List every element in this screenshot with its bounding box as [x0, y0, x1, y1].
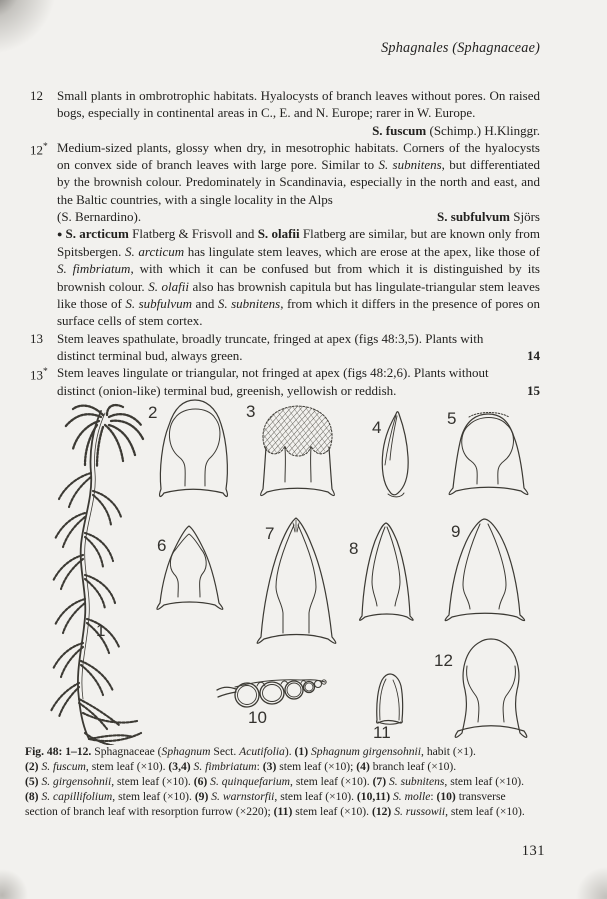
key-item-tail: [57, 347, 540, 364]
page-number: 131: [521, 843, 545, 859]
key-item-tail-right: S. subfulvum Sjörs: [437, 209, 540, 225]
stem-leaf-5: [449, 413, 528, 495]
key-item-body: Medium-sized plants, glossy when dry, in mesotrophic habitats. Corners of the hyalocysts on convex side of branch leaves with large pore. Similar to S. subnitens, but differentiated by the brownish colour. Predominately in Scandinavia, especially in the north and east, and the Baltic countries, with a single locality in the Alps: [57, 139, 540, 207]
stem-leaf-12: [455, 639, 527, 737]
figure-48-illustration: [0, 393, 607, 745]
figure-caption-line: (2) S. fuscum, stem leaf (×10). (3,4) S. fimbriatum: (3) stem leaf (×10); (4) branch leaf (×10).: [25, 760, 457, 773]
stem-leaf-6: [157, 526, 223, 609]
transverse-section-10: [217, 680, 326, 707]
figure-caption-line: (5) S. girgensohnii, stem leaf (×10). (6) S. quinquefarium, stem leaf (×10). (7) S. subnitens, stem leaf (×10).: [25, 775, 525, 788]
key-item-tail-right: 14: [527, 347, 540, 363]
figure-caption-line: section of branch leaf with resorption furrow (×220); (11) stem leaf (×10). (12) S. russowii, stem leaf (×10).: [25, 805, 525, 818]
key-item: [30, 87, 540, 139]
key-item-tail-left: distinct (onion-like) terminal bud, greenish, yellowish or reddish.: [57, 382, 397, 398]
key-item-text: [57, 225, 540, 329]
running-head: Sphagnales (Sphagnaceae): [381, 40, 540, 56]
key-item-body: Stem leaves lingulate or triangular, not fringed at apex (figs 48:2,6). Plants without: [57, 365, 489, 381]
figure-caption: [25, 744, 587, 819]
figure-label-6: 6: [157, 536, 167, 555]
key-item-tail-left: distinct terminal bud, always green.: [57, 347, 243, 363]
figure-label-7: 7: [265, 524, 275, 543]
figure-48-svg: [0, 393, 607, 745]
stem-leaf-8: [360, 523, 414, 620]
branch-leaf-4: [382, 412, 408, 497]
key-item-tail: [57, 122, 540, 139]
figure-label-9: 9: [451, 522, 461, 541]
key-item-text: [57, 330, 540, 365]
key-item: [30, 225, 540, 329]
figure-label-4: 4: [372, 418, 382, 437]
key-item-number: 13: [30, 330, 43, 346]
key-item-number: [30, 225, 57, 329]
key-item-tail: [57, 208, 540, 225]
figure-label-11: 11: [373, 723, 391, 742]
figure-label-5: 5: [447, 409, 457, 428]
figure-caption-line: (8) S. capillifolium, stem leaf (×10). (9) S. warnstorfii, stem leaf (×10). (10,11) S. molle: (10) transverse: [25, 790, 506, 803]
figure-label-3: 3: [246, 402, 256, 421]
stem-leaf-3: [261, 406, 335, 496]
key-item-body: Stem leaves spathulate, broadly truncate, fringed at apex (figs 48:3,5). Plants with: [57, 330, 484, 346]
figure-label-12: 12: [434, 651, 453, 670]
habit-drawing-1: [51, 405, 143, 745]
key-item-tail-right: 15: [527, 382, 540, 398]
figure-caption-line: Fig. 48: 1–12. Sphagnaceae (Sphagnum Sect. Acutifolia). (1) Sphagnum girgensohnii, habit (×1).: [25, 745, 476, 758]
figure-label-10: 10: [248, 708, 267, 727]
key-item-tail-right: S. fuscum (Schimp.) H.Klinggr.: [372, 122, 540, 138]
key-item: [30, 330, 540, 365]
key-item-number: 13*: [30, 367, 48, 383]
stem-leaf-2: [160, 400, 228, 496]
key-item-number: 12: [30, 88, 43, 103]
key-item-number: 12*: [30, 141, 48, 158]
key-item-body: Small plants in ombrotrophic habitats. Hyalocysts of branch leaves without pores. On raised bogs, especially in continental areas in C., E. and N. Europe; rarer in W. Europe.: [57, 88, 540, 121]
key-item: [30, 139, 540, 225]
identification-key: [30, 87, 540, 399]
key-item-text: [57, 87, 540, 139]
key-item-body: ● S. arcticum Flatberg & Frisvoll and S. olafii Flatberg are similar, but are known only from Spitsbergen. S. arcticum has lingulate stem leaves, which are erose at the apex, like those of S. fimbriatum, with which it can be confused but from which it is distinguished by its brownish colour. S. olafii also has brownish capitula but has lingulate-triangular stem leaves like those of S. subfulvum and S. subnitens, from which it differs in the presence of pores on surface cells of stem cortex.: [57, 226, 540, 329]
key-item-tail-left: (S. Bernardino).: [57, 209, 142, 225]
key-item-text: [57, 139, 540, 225]
stem-leaf-11: [377, 674, 403, 724]
figure-label-1: 1: [96, 621, 106, 640]
figure-label-8: 8: [349, 539, 359, 558]
figure-label-2: 2: [148, 403, 158, 422]
